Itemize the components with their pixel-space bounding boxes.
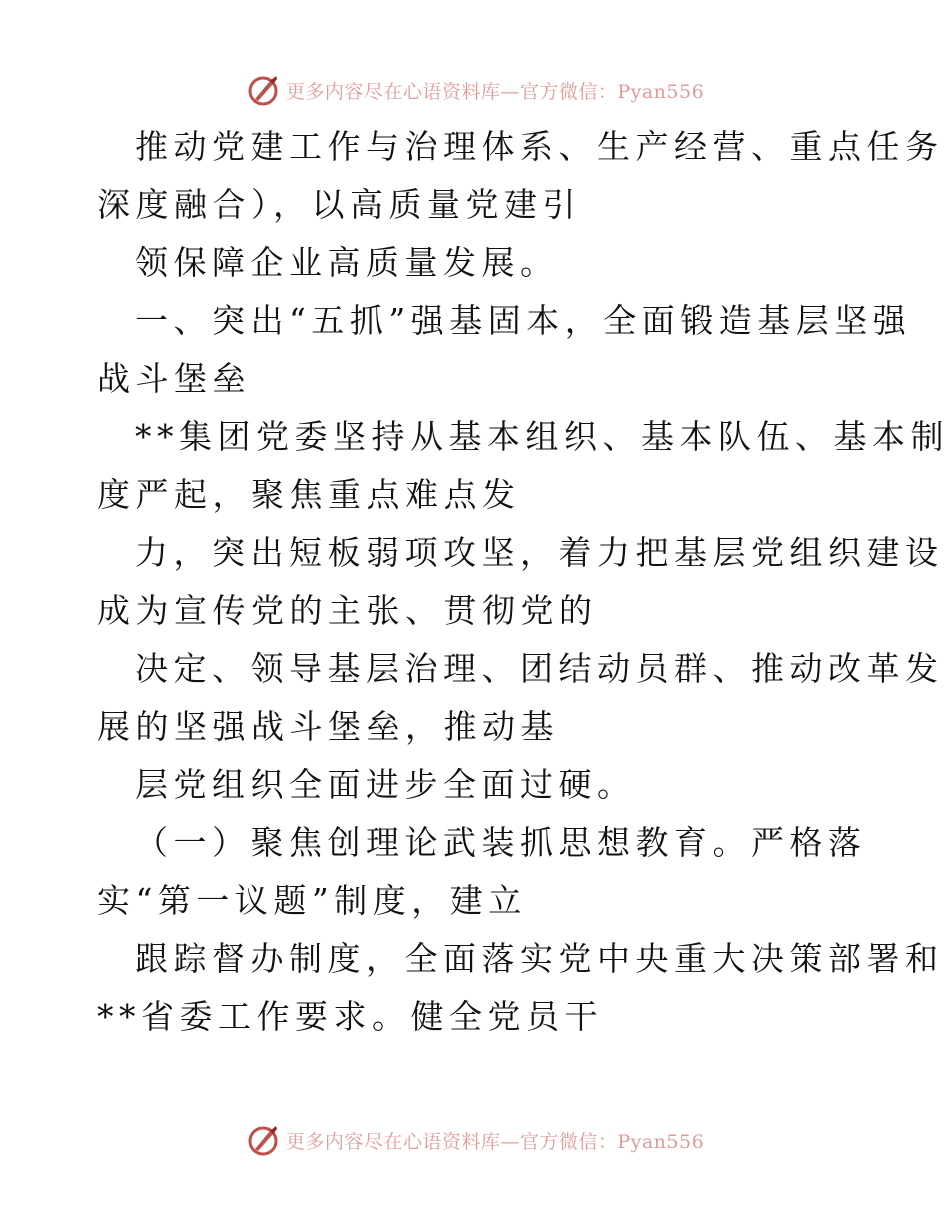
text-line: 层党组织全面进步全面过硬。 xyxy=(135,765,636,804)
subsection-heading-line: （一）聚焦创理论武装抓思想教育。严格落 xyxy=(135,823,867,862)
text-line: 决定、领导基层治理、团结动员群、推动改革发 xyxy=(135,649,944,688)
quill-seal-icon xyxy=(246,1123,280,1157)
watermark-text: 更多内容尽在心语资料库—官方微信：Pyan556 xyxy=(285,80,705,103)
text-line: 展的坚强战斗堡垒，推动基 xyxy=(97,707,559,746)
text-line: **集团党委坚持从基本组织、基本队伍、基本制 xyxy=(135,417,949,456)
section-heading-line: 一、突出“五抓”强基固本，全面锻造基层坚强 xyxy=(135,301,912,340)
text-line: 跟踪督办制度，全面落实党中央重大决策部署和 xyxy=(135,939,944,978)
text-line: 推动党建工作与治理体系、生产经营、重点任务 xyxy=(135,127,944,166)
header-watermark xyxy=(0,70,950,110)
text-line: **省委工作要求。健全党员干 xyxy=(97,997,603,1036)
text-line: 实“第一议题”制度，建立 xyxy=(97,881,527,920)
text-line: 力，突出短板弱项攻坚，着力把基层党组织建设 xyxy=(135,533,944,572)
watermark-text: 更多内容尽在心语资料库—官方微信：Pyan556 xyxy=(285,1130,705,1153)
footer-watermark xyxy=(0,1120,950,1160)
text-line: 深度融合），以高质量党建引 xyxy=(97,185,581,224)
quill-seal-icon xyxy=(246,73,280,107)
text-line: 成为宣传党的主张、贯彻党的 xyxy=(97,591,598,630)
text-line: 度严起，聚焦重点难点发 xyxy=(97,475,521,514)
section-heading-line: 战斗堡垒 xyxy=(97,359,251,398)
document-body xyxy=(97,118,949,1046)
text-line: 领保障企业高质量发展。 xyxy=(135,243,559,282)
